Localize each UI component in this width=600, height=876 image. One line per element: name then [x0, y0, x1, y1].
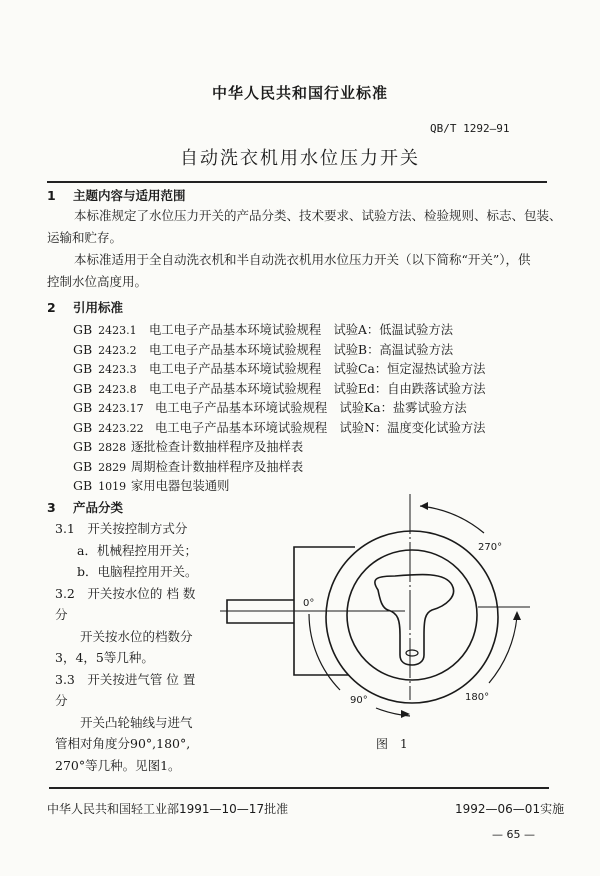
section-title: 产品分类: [73, 500, 124, 515]
ref-prefix: GB: [73, 322, 93, 337]
section-number: 2: [47, 300, 56, 315]
paragraph-line: 本标准适用于全自动洗衣机和半自动洗衣机用水位压力开关（以下简称“开关”），供: [74, 252, 531, 267]
ref-number: 2423.8: [98, 382, 137, 396]
paragraph-line: 控制水位高度用。: [47, 274, 148, 289]
ref-prefix: GB: [73, 478, 93, 493]
ref-title: 家用电器包装通则: [131, 479, 230, 493]
ref-number: 2423.22: [98, 421, 144, 435]
ref-title: 电工电子产品基本环境试验规程 试验N：温度变化试验方法: [155, 420, 486, 435]
ref-number: 2423.2: [98, 343, 137, 357]
list-item-a: a．机械程控用开关；: [77, 542, 197, 558]
ref-number: 2423.1: [98, 324, 137, 337]
section-number: 3: [47, 500, 56, 515]
subsection-3-2-heading: 3.2 开关按水位的 档 数: [55, 585, 196, 601]
ref-number: 2423.3: [98, 363, 137, 376]
subsection-3-3-heading-cont: 分: [55, 693, 68, 708]
paragraph-line: 本标准规定了水位压力开关的产品分类、技术要求、试验方法、检验规则、标志、包装、: [74, 208, 562, 223]
effective-date: 1992—06—01实施: [455, 802, 565, 816]
ref-prefix: GB: [73, 361, 93, 376]
subsection-3-1-heading: 3.1 开关按控制方式分: [55, 521, 188, 536]
paragraph-line: 270°等几种。见图1。: [55, 757, 181, 773]
paragraph-line: 3，4，5等几种。: [55, 650, 154, 665]
approval-date: 中华人民共和国轻工业部1991—10—17批准: [47, 802, 289, 816]
ref-prefix: GB: [73, 458, 93, 474]
footer-divider: [49, 787, 549, 789]
angle-label-90: 90°: [350, 695, 368, 706]
section-title: 主题内容与适用范围: [73, 188, 186, 203]
paragraph-line: 开关按水位的档数分: [80, 628, 193, 644]
section-title: 引用标准: [73, 300, 124, 315]
issuing-body-header: 中华人民共和国行业标准: [211, 84, 388, 102]
paragraph-line: 开关凸轮轴线与进气: [80, 714, 193, 730]
ref-number: 1019: [98, 480, 127, 493]
list-item-b: b．电脑程控用开关。: [77, 564, 198, 579]
standard-code: QB/T 1292—91: [430, 122, 510, 135]
ref-title: 周期检查计数抽样程序及抽样表: [131, 459, 304, 474]
ref-title: 电工电子产品基本环境试验规程 试验A：低温试验方法: [149, 323, 454, 337]
ref-title: 电工电子产品基本环境试验规程 试验Ca：恒定湿热试验方法: [149, 362, 486, 376]
ref-number: 2423.17: [98, 402, 144, 415]
ref-prefix: GB: [73, 341, 93, 357]
ref-title: 电工电子产品基本环境试验规程 试验Ka：盐雾试验方法: [155, 401, 467, 415]
ref-number: 2829: [98, 460, 127, 474]
ref-prefix: GB: [73, 419, 93, 435]
paragraph-line: 运输和贮存。: [47, 230, 123, 245]
subsection-3-2-heading-cont: 分: [55, 607, 68, 622]
ref-title: 逐批检查计数抽样程序及抽样表: [131, 440, 304, 454]
document-title: 自动洗衣机用水位压力开关: [180, 148, 420, 169]
ref-prefix: GB: [73, 400, 93, 415]
ref-prefix: GB: [73, 380, 93, 396]
paragraph-line: 管相对角度分90°,180°,: [55, 736, 191, 751]
section-number: 1: [47, 188, 56, 203]
ref-number: 2828: [98, 441, 127, 454]
page-number: — 65 —: [492, 828, 535, 841]
ref-prefix: GB: [73, 439, 93, 454]
ref-title: 电工电子产品基本环境试验规程 试验Ed：自由跌落试验方法: [149, 381, 486, 396]
angle-label-270: 270°: [478, 542, 503, 553]
angle-label-180: 180°: [465, 692, 490, 703]
ref-title: 电工电子产品基本环境试验规程 试验B：高温试验方法: [149, 342, 454, 357]
angle-label-0: 0°: [303, 598, 315, 609]
subsection-3-3-heading: 3.3 开关按进气管 位 置: [55, 671, 196, 687]
figure-caption: 图 1: [376, 737, 408, 751]
